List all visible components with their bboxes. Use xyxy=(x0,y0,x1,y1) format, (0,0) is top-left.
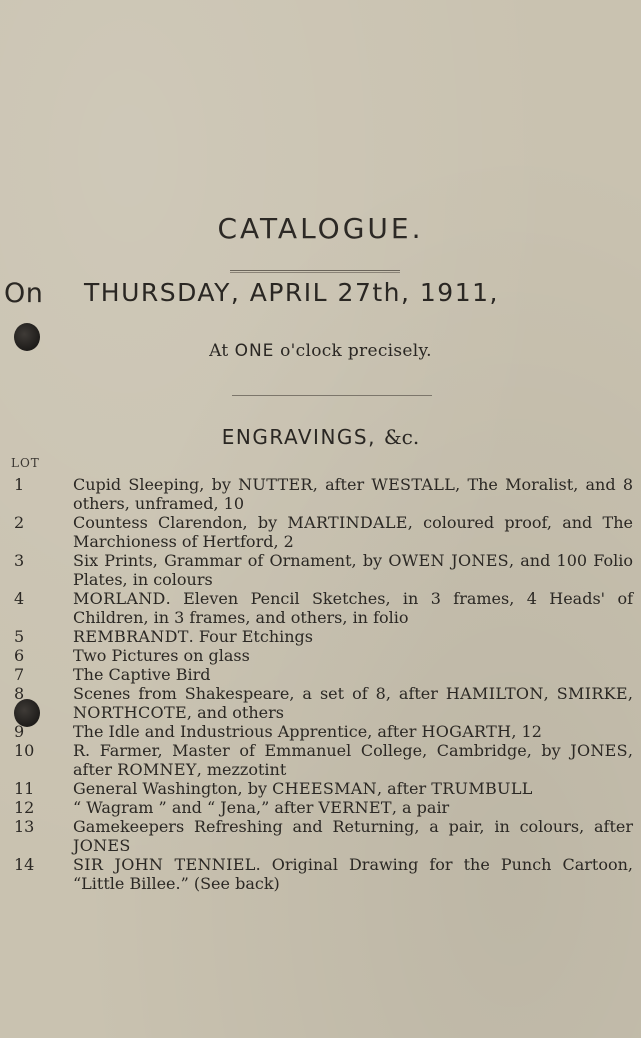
lot-entry xyxy=(0,665,641,684)
lot-entry xyxy=(0,855,641,893)
lot-entry xyxy=(0,589,641,627)
lot-description xyxy=(73,646,633,665)
lot-number: 5 xyxy=(14,627,25,646)
artist-name: NORTHCOTE xyxy=(73,703,187,722)
artist-name: NUTTER xyxy=(238,475,313,494)
lot-description xyxy=(73,722,633,741)
artist-name: SMIRKE xyxy=(556,684,628,703)
description-text: The Captive Bird xyxy=(73,665,211,684)
artist-name: JONES xyxy=(570,741,628,760)
lot-number: 8 xyxy=(14,684,25,703)
lot-number: 14 xyxy=(14,855,35,874)
lot-description xyxy=(73,741,633,779)
description-text: Cupid Sleeping, by xyxy=(73,475,239,494)
artist-name: WESTALL xyxy=(371,475,456,494)
lot-description xyxy=(73,665,633,684)
lot-number: 11 xyxy=(14,779,35,798)
section-title xyxy=(0,425,641,449)
description-text: , and others xyxy=(186,703,284,722)
artist-name: SIR JOHN TENNIEL xyxy=(73,855,256,874)
section-title-main: ENGRAVINGS, xyxy=(221,425,376,449)
description-text: , The Moralist, and 8 others, unframed, 10 xyxy=(73,475,633,513)
lot-description xyxy=(73,513,633,551)
artist-name: MORLAND xyxy=(73,589,166,608)
time-prefix: At xyxy=(209,341,229,361)
description-text: , a pair xyxy=(391,798,450,817)
section-rule xyxy=(232,395,432,396)
lot-number: 4 xyxy=(14,589,25,608)
lot-description xyxy=(73,627,633,646)
description-text: “ Wagram ” and “ Jena,” after xyxy=(73,798,319,817)
description-text: Six Prints, Grammar of Ornament, by xyxy=(73,551,389,570)
description-text: Countess Clarendon, by xyxy=(73,513,288,532)
lot-number: 6 xyxy=(14,646,25,665)
lot-description xyxy=(73,855,633,893)
lot-description xyxy=(73,817,633,855)
artist-name: MARTINDALE xyxy=(287,513,408,532)
lot-entry xyxy=(0,798,641,817)
lot-description xyxy=(73,475,633,513)
description-text: , and 100 Folio Plates, in colours xyxy=(73,551,633,589)
date-on-word: On xyxy=(4,278,44,309)
lot-description xyxy=(73,779,633,798)
catalogue-title: CATALOGUE. xyxy=(217,212,424,245)
title-rule xyxy=(230,270,400,273)
lot-description xyxy=(73,589,633,627)
artist-name: TRUMBULL xyxy=(431,779,533,798)
lot-description xyxy=(73,551,633,589)
description-text: , after xyxy=(312,475,372,494)
description-text: , 12 xyxy=(511,722,542,741)
time-suffix: o'clock precisely. xyxy=(280,341,432,361)
description-text: . Eleven Pencil Sketches, in 3 frames, 4 Heads' of Children, in 3 frames, and others, in folio xyxy=(73,589,633,627)
lot-number: 12 xyxy=(14,798,35,817)
description-text: , after xyxy=(73,741,633,779)
lot-entry xyxy=(0,817,641,855)
description-text: , mezzotint xyxy=(196,760,287,779)
artist-name: HOGARTH xyxy=(421,722,512,741)
sale-time xyxy=(0,341,641,361)
description-text: The Idle and Industrious Apprentice, after xyxy=(73,722,422,741)
lot-entry xyxy=(0,779,641,798)
lot-column-header: LOT xyxy=(11,456,40,470)
artist-name: CHEESMAN xyxy=(272,779,377,798)
lot-description xyxy=(73,684,633,722)
lot-entry xyxy=(0,646,641,665)
description-text: General Washington, by xyxy=(73,779,273,798)
sale-date: THURSDAY, APRIL 27th, 1911, xyxy=(84,278,499,307)
artist-name: OWEN JONES xyxy=(388,551,509,570)
lot-entry xyxy=(0,722,641,741)
description-text: , xyxy=(627,684,633,703)
lot-entry xyxy=(0,684,641,722)
lot-number: 3 xyxy=(14,551,25,570)
lot-number: 13 xyxy=(14,817,35,836)
artist-name: VERNET xyxy=(318,798,392,817)
description-text: . Original Drawing for the Punch Cartoon, “Little Billee.” (See back) xyxy=(73,855,633,893)
description-text: Two Pictures on glass xyxy=(73,646,250,665)
lot-entry xyxy=(0,551,641,589)
lot-list xyxy=(0,475,641,893)
description-text: , xyxy=(543,684,557,703)
section-title-etc: &c. xyxy=(383,425,420,449)
lot-number: 1 xyxy=(14,475,25,494)
description-text: . Four Etchings xyxy=(188,627,313,646)
lot-number: 10 xyxy=(14,741,35,760)
description-text: Scenes from Shakespeare, a set of 8, after xyxy=(73,684,446,703)
description-text: Gamekeepers Refreshing and Returning, a pair, in colours, after xyxy=(73,817,633,836)
lot-entry xyxy=(0,627,641,646)
lot-number: 2 xyxy=(14,513,25,532)
time-one: ONE xyxy=(234,341,275,361)
artist-name: REMBRANDT xyxy=(73,627,189,646)
lot-entry xyxy=(0,741,641,779)
lot-number: 7 xyxy=(14,665,25,684)
description-text: R. Farmer, Master of Emmanuel College, Cambridge, by xyxy=(73,741,571,760)
artist-name: HAMILTON xyxy=(445,684,544,703)
artist-name: ROMNEY xyxy=(117,760,197,779)
description-text: , coloured proof, and The Marchioness of Hertford, 2 xyxy=(73,513,633,551)
lot-entry xyxy=(0,513,641,551)
lot-number: 9 xyxy=(14,722,25,741)
lot-entry xyxy=(0,475,641,513)
artist-name: JONES xyxy=(73,836,131,855)
description-text: , after xyxy=(376,779,432,798)
lot-description xyxy=(73,798,633,817)
